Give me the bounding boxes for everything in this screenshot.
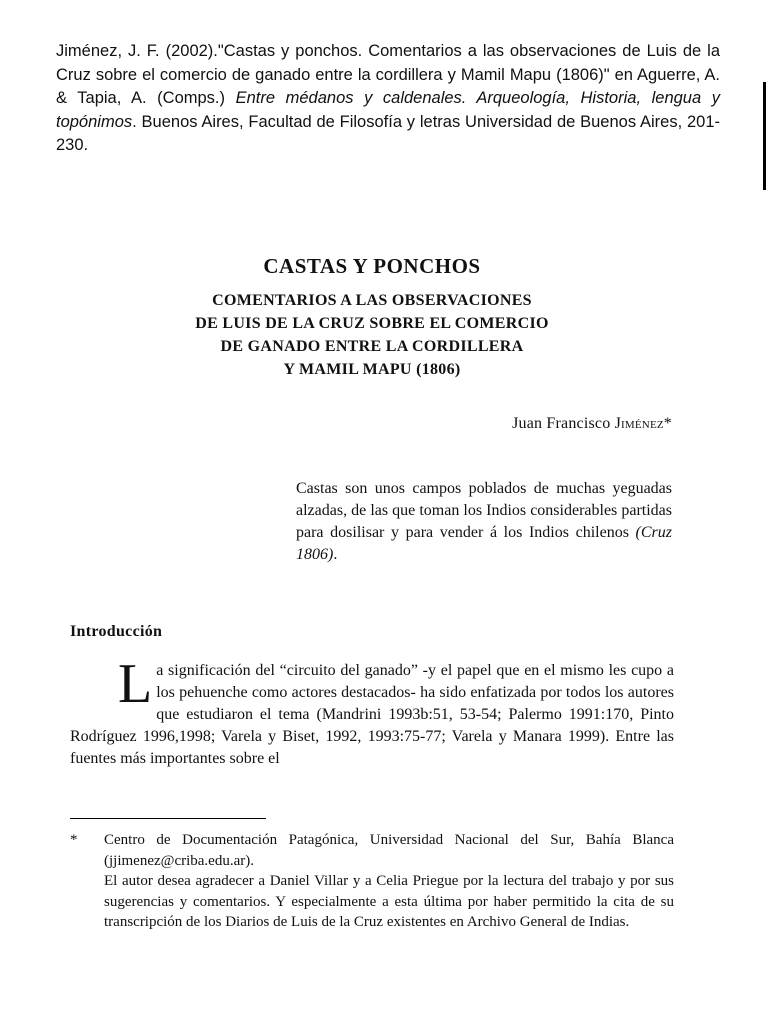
epigraph-end: . xyxy=(333,546,338,563)
footnote-acknowledgement: El autor desea agradecer a Daniel Villar y a Celia Priegue por la lectura del trabajo y por sus sugerencias y comentarios. Y especialmente a esta última por haber permitido la cita de su transcripción de los Diarios de Luis de la Cruz existentes en Archivo General de Indias. xyxy=(104,873,674,930)
subtitle-line: DE GANADO ENTRE LA CORDILLERA xyxy=(220,338,524,355)
article-subtitle xyxy=(0,289,744,381)
subtitle-line: DE LUIS DE LA CRUZ SOBRE EL COMERCIO xyxy=(195,315,549,332)
footnote-body xyxy=(104,830,674,933)
body-paragraph xyxy=(70,653,674,770)
citation-text-end: . Buenos Aires, Facultad de Filosofía y letras Universidad de Buenos Aires, 201-230. xyxy=(56,112,720,154)
margin-bar xyxy=(763,82,766,190)
epigraph xyxy=(296,478,672,566)
drop-cap: L xyxy=(118,653,153,715)
footnote-affiliation: Centro de Documentación Patagónica, Universidad Nacional del Sur, Bahía Blanca (jjimenez@criba.edu.ar). xyxy=(104,832,674,869)
footnote xyxy=(70,830,674,933)
section-heading: Introducción xyxy=(70,623,163,640)
footnote-marker: * xyxy=(70,832,78,848)
citation-reference xyxy=(56,40,720,158)
epigraph-text: Castas son unos campos poblados de muchas yeguadas alzadas, de las que toman los Indios considerables partidas para dosilisar y para vender á los Indios chilenos xyxy=(296,480,672,541)
author-given-name: Juan Francisco xyxy=(512,415,615,432)
citation-book-title: Entre médanos y caldenales. Arqueología, Historia, lengua y topónimos xyxy=(56,89,720,131)
author-line xyxy=(512,415,672,433)
footnote-divider xyxy=(70,818,266,819)
subtitle-line: COMENTARIOS A LAS OBSERVACIONES xyxy=(212,292,532,309)
author-surname: Jiménez xyxy=(614,415,664,432)
body-text: a significación del “circuito del ganado” -y el papel que en el mismo les cupo a los pehuenche como actores destacados- ha sido enfatizada por todos los autores que estudiaron el tema (Mandrini 1993b:51, 53-54; Palermo 1991:170, Pinto Rodríguez 1996,1998; Varela y Biset, 1992, 1993:75-77; Varela y Manara 1999). Entre las fuentes más importantes sobre el xyxy=(70,662,674,767)
subtitle-line: Y MAMIL MAPU (1806) xyxy=(283,361,461,378)
epigraph-source: (Cruz 1806) xyxy=(296,524,672,563)
author-footnote-marker: * xyxy=(663,415,672,432)
citation-text-start: Jiménez, J. F. (2002)."Castas y ponchos. Comentarios a las observaciones de Luis de la Cruz sobre el comercio de ganado entre la cordillera y Mamil Mapu (1806)" en Aguerre, A. & Tapia, A. (Comps.) xyxy=(56,42,720,107)
article-title: CASTAS Y PONCHOS xyxy=(263,254,481,278)
